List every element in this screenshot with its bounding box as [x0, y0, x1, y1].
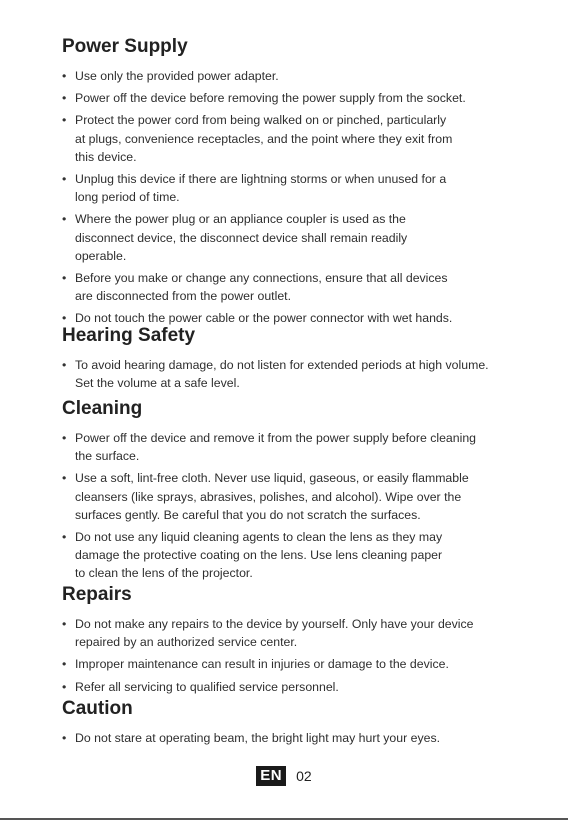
section-power-supply [62, 36, 532, 332]
list-item: • Do not make any repairs to the device by yourself. Only have your device repaired by an authorized service center. [62, 615, 532, 651]
section-title-caution: Caution [62, 698, 133, 719]
list-item: • Do not use any liquid cleaning agents to clean the lens as they may damage the protective coating on the lens. Use lens cleaning paper to clean the lens of the projector. [62, 528, 532, 583]
list-item: • Do not stare at operating beam, the bright light may hurt your eyes. [62, 729, 532, 747]
power-supply-list [62, 67, 532, 328]
caution-list [62, 729, 532, 747]
repairs-list [62, 615, 532, 696]
cleaning-list [62, 429, 532, 583]
list-item: • To avoid hearing damage, do not listen for extended periods at high volume. Set the volume at a safe level. [62, 356, 532, 392]
hearing-safety-list [62, 356, 532, 392]
list-item: • Power off the device before removing the power supply from the socket. [62, 89, 532, 107]
list-item: • Power off the device and remove it from the power supply before cleaning the surface. [62, 429, 532, 465]
list-item: • Improper maintenance can result in injuries or damage to the device. [62, 655, 532, 673]
list-item: • Unplug this device if there are lightning storms or when unused for a long period of time. [62, 170, 532, 206]
list-item: • Use a soft, lint-free cloth. Never use liquid, gaseous, or easily flammable cleansers (like sprays, abrasives, polishes, and alcohol). Wipe over the surfaces gently. Be careful that you do not scratch the surfaces. [62, 469, 532, 524]
section-title-power-supply: Power Supply [62, 36, 188, 57]
section-caution [62, 698, 532, 751]
section-title-repairs: Repairs [62, 584, 132, 605]
list-item: • Refer all servicing to qualified service personnel. [62, 678, 532, 696]
section-cleaning [62, 398, 532, 587]
language-badge: EN [256, 766, 286, 786]
page-number: 02 [296, 768, 312, 784]
list-item: • Protect the power cord from being walked on or pinched, particularly at plugs, convenience receptacles, and the point where they exit from this device. [62, 111, 532, 166]
list-item: • Use only the provided power adapter. [62, 67, 532, 85]
section-title-hearing-safety: Hearing Safety [62, 325, 196, 346]
section-hearing-safety [62, 325, 532, 396]
list-item: • Do not touch the power cable or the power connector with wet hands. [62, 309, 532, 327]
section-title-cleaning: Cleaning [62, 398, 143, 419]
list-item: • Before you make or change any connections, ensure that all devices are disconnected from the power outlet. [62, 269, 532, 305]
page-footer [0, 766, 568, 786]
list-item: • Where the power plug or an appliance coupler is used as the disconnect device, the disconnect device shall remain readily operable. [62, 210, 532, 265]
section-repairs [62, 584, 532, 700]
